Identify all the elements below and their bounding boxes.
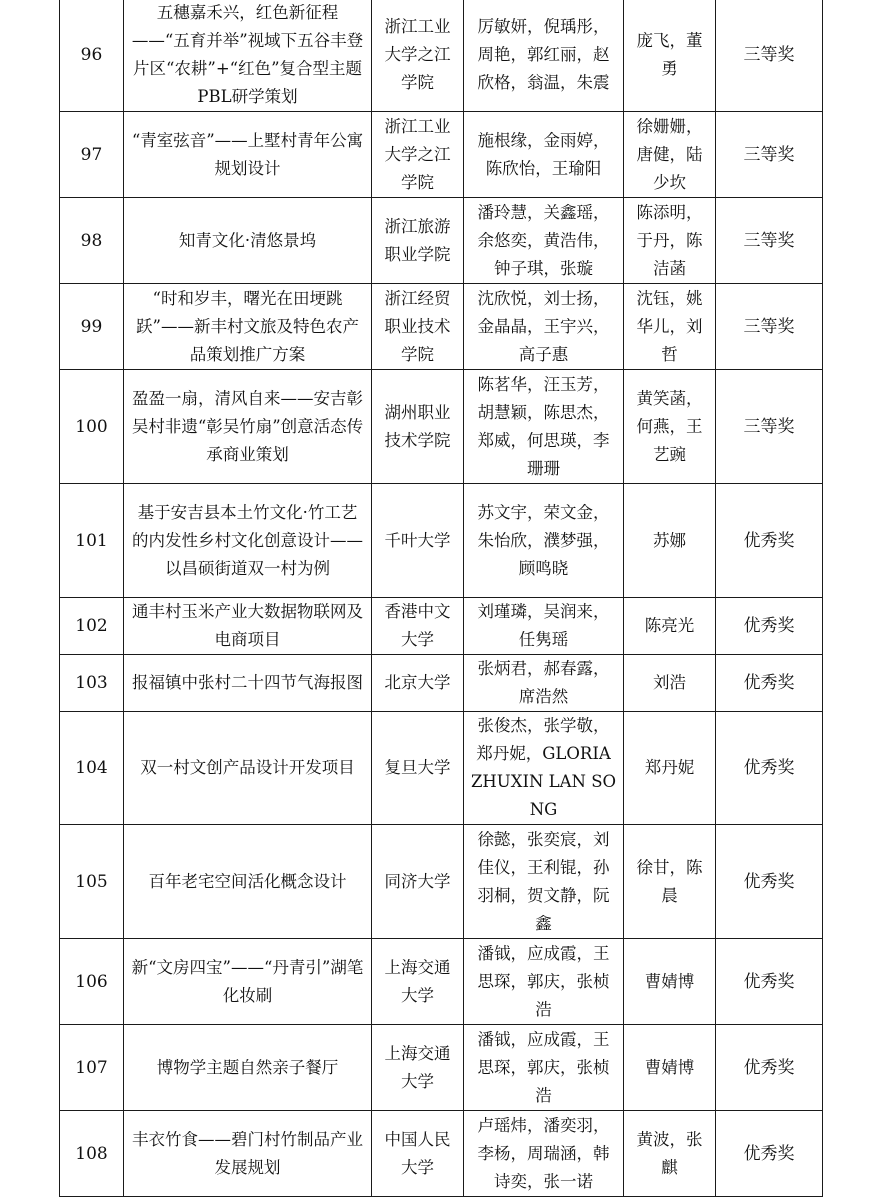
school-name: 北京大学 <box>372 655 464 712</box>
row-number: 96 <box>60 0 124 112</box>
award-level: 优秀奖 <box>716 598 823 655</box>
project-name: 博物学主题自然亲子餐厅 <box>124 1025 372 1111</box>
team-members: 徐懿，张奕宸，刘佳仪，王利锟，孙羽桐，贺文静，阮鑫 <box>464 825 624 939</box>
team-members: 苏文宇，荣文金，朱怡欣，濮梦强，顾鸣晓 <box>464 484 624 598</box>
advisors: 徐姗姗，唐健，陆少坎 <box>624 112 716 198</box>
school-name: 复旦大学 <box>372 712 464 825</box>
award-level: 三等奖 <box>716 112 823 198</box>
row-number: 98 <box>60 198 124 284</box>
row-number: 108 <box>60 1111 124 1197</box>
award-level: 三等奖 <box>716 198 823 284</box>
team-members: 潘钺，应成霞，王思琛，郭庆，张桢浩 <box>464 939 624 1025</box>
school-name: 浙江旅游职业学院 <box>372 198 464 284</box>
project-name: 报福镇中张村二十四节气海报图 <box>124 655 372 712</box>
team-members: 施根缘，金雨婷，陈欣怡，王瑜阳 <box>464 112 624 198</box>
team-members: 沈欣悦，刘士扬，金晶晶，王宇兴，高子惠 <box>464 284 624 370</box>
project-name: 双一村文创产品设计开发项目 <box>124 712 372 825</box>
award-level: 三等奖 <box>716 0 823 112</box>
project-name: 丰衣竹食——碧门村竹制品产业发展规划 <box>124 1111 372 1197</box>
advisors: 庞飞，董勇 <box>624 0 716 112</box>
school-name: 浙江工业大学之江学院 <box>372 0 464 112</box>
school-name: 香港中文大学 <box>372 598 464 655</box>
project-name: “青室弦音”——上墅村青年公寓规划设计 <box>124 112 372 198</box>
row-number: 102 <box>60 598 124 655</box>
team-members: 厉敏妍，倪瑀彤，周艳，郭红丽，赵欣格，翁温，朱震 <box>464 0 624 112</box>
advisors: 郑丹妮 <box>624 712 716 825</box>
team-members: 张俊杰，张学敬，郑丹妮，GLORIA ZHUXIN LAN SONG <box>464 712 624 825</box>
school-name: 浙江经贸职业技术学院 <box>372 284 464 370</box>
row-number: 105 <box>60 825 124 939</box>
project-name: 基于安吉县本土竹文化·竹工艺的内发性乡村文化创意设计——以昌硕街道双一村为例 <box>124 484 372 598</box>
project-name: 五穗嘉禾兴，红色新征程 ——“五育并举”视域下五谷丰登片区“农耕”+“红色”复合型主题PBL研学策划 <box>124 0 372 112</box>
table-row <box>60 1025 823 1111</box>
school-name: 浙江工业大学之江学院 <box>372 112 464 198</box>
row-number: 106 <box>60 939 124 1025</box>
school-name: 千叶大学 <box>372 484 464 598</box>
advisors: 曹婧博 <box>624 1025 716 1111</box>
table-row <box>60 712 823 825</box>
team-members: 陈茗华，汪玉芳，胡慧颖，陈思杰，郑威，何思瑛，李珊珊 <box>464 370 624 484</box>
table-row <box>60 0 823 112</box>
team-members: 潘钺，应成霞，王思琛，郭庆，张桢浩 <box>464 1025 624 1111</box>
school-name: 上海交通大学 <box>372 1025 464 1111</box>
table-row <box>60 112 823 198</box>
team-members: 张炳君，郝春露，席浩然 <box>464 655 624 712</box>
project-name: 通丰村玉米产业大数据物联网及电商项目 <box>124 598 372 655</box>
project-name: 新“文房四宝”——“丹青引”湖笔化妆刷 <box>124 939 372 1025</box>
project-name: 盈盈一扇，清风自来——安吉彰吴村非遗“彰吴竹扇”创意活态传承商业策划 <box>124 370 372 484</box>
team-members: 卢瑶炜，潘奕羽，李杨，周瑞涵，韩诗奕，张一诺 <box>464 1111 624 1197</box>
project-name: 百年老宅空间活化概念设计 <box>124 825 372 939</box>
advisors: 黄波，张麒 <box>624 1111 716 1197</box>
table-row <box>60 370 823 484</box>
row-number: 100 <box>60 370 124 484</box>
award-level: 优秀奖 <box>716 1025 823 1111</box>
advisors: 陈亮光 <box>624 598 716 655</box>
award-level: 优秀奖 <box>716 939 823 1025</box>
advisors: 刘浩 <box>624 655 716 712</box>
row-number: 99 <box>60 284 124 370</box>
row-number: 104 <box>60 712 124 825</box>
table-row <box>60 284 823 370</box>
school-name: 中国人民大学 <box>372 1111 464 1197</box>
table-row <box>60 1111 823 1197</box>
table-row <box>60 198 823 284</box>
school-name: 湖州职业技术学院 <box>372 370 464 484</box>
project-name: “时和岁丰，曙光在田埂跳跃”——新丰村文旅及特色农产品策划推广方案 <box>124 284 372 370</box>
school-name: 上海交通大学 <box>372 939 464 1025</box>
team-members: 潘玲慧，关鑫瑶，余悠奕，黄浩伟，钟子琪，张璇 <box>464 198 624 284</box>
award-level: 优秀奖 <box>716 1111 823 1197</box>
team-members: 刘瑾璘，吴润来，任隽瑶 <box>464 598 624 655</box>
row-number: 103 <box>60 655 124 712</box>
project-name: 知青文化·清悠景坞 <box>124 198 372 284</box>
table-row <box>60 598 823 655</box>
advisors: 沈钰，姚华儿，刘哲 <box>624 284 716 370</box>
row-number: 107 <box>60 1025 124 1111</box>
advisors: 黄笑菡，何燕，王艺豌 <box>624 370 716 484</box>
row-number: 97 <box>60 112 124 198</box>
award-level: 优秀奖 <box>716 712 823 825</box>
advisors: 徐甘，陈晨 <box>624 825 716 939</box>
award-list-table <box>59 0 823 1197</box>
table-row <box>60 825 823 939</box>
row-number: 101 <box>60 484 124 598</box>
table-row <box>60 484 823 598</box>
table-row <box>60 655 823 712</box>
table-row <box>60 939 823 1025</box>
advisors: 曹婧博 <box>624 939 716 1025</box>
award-level: 优秀奖 <box>716 825 823 939</box>
advisors: 陈添明，于丹，陈洁菡 <box>624 198 716 284</box>
advisors: 苏娜 <box>624 484 716 598</box>
award-level: 优秀奖 <box>716 484 823 598</box>
award-level: 优秀奖 <box>716 655 823 712</box>
award-level: 三等奖 <box>716 370 823 484</box>
school-name: 同济大学 <box>372 825 464 939</box>
award-level: 三等奖 <box>716 284 823 370</box>
